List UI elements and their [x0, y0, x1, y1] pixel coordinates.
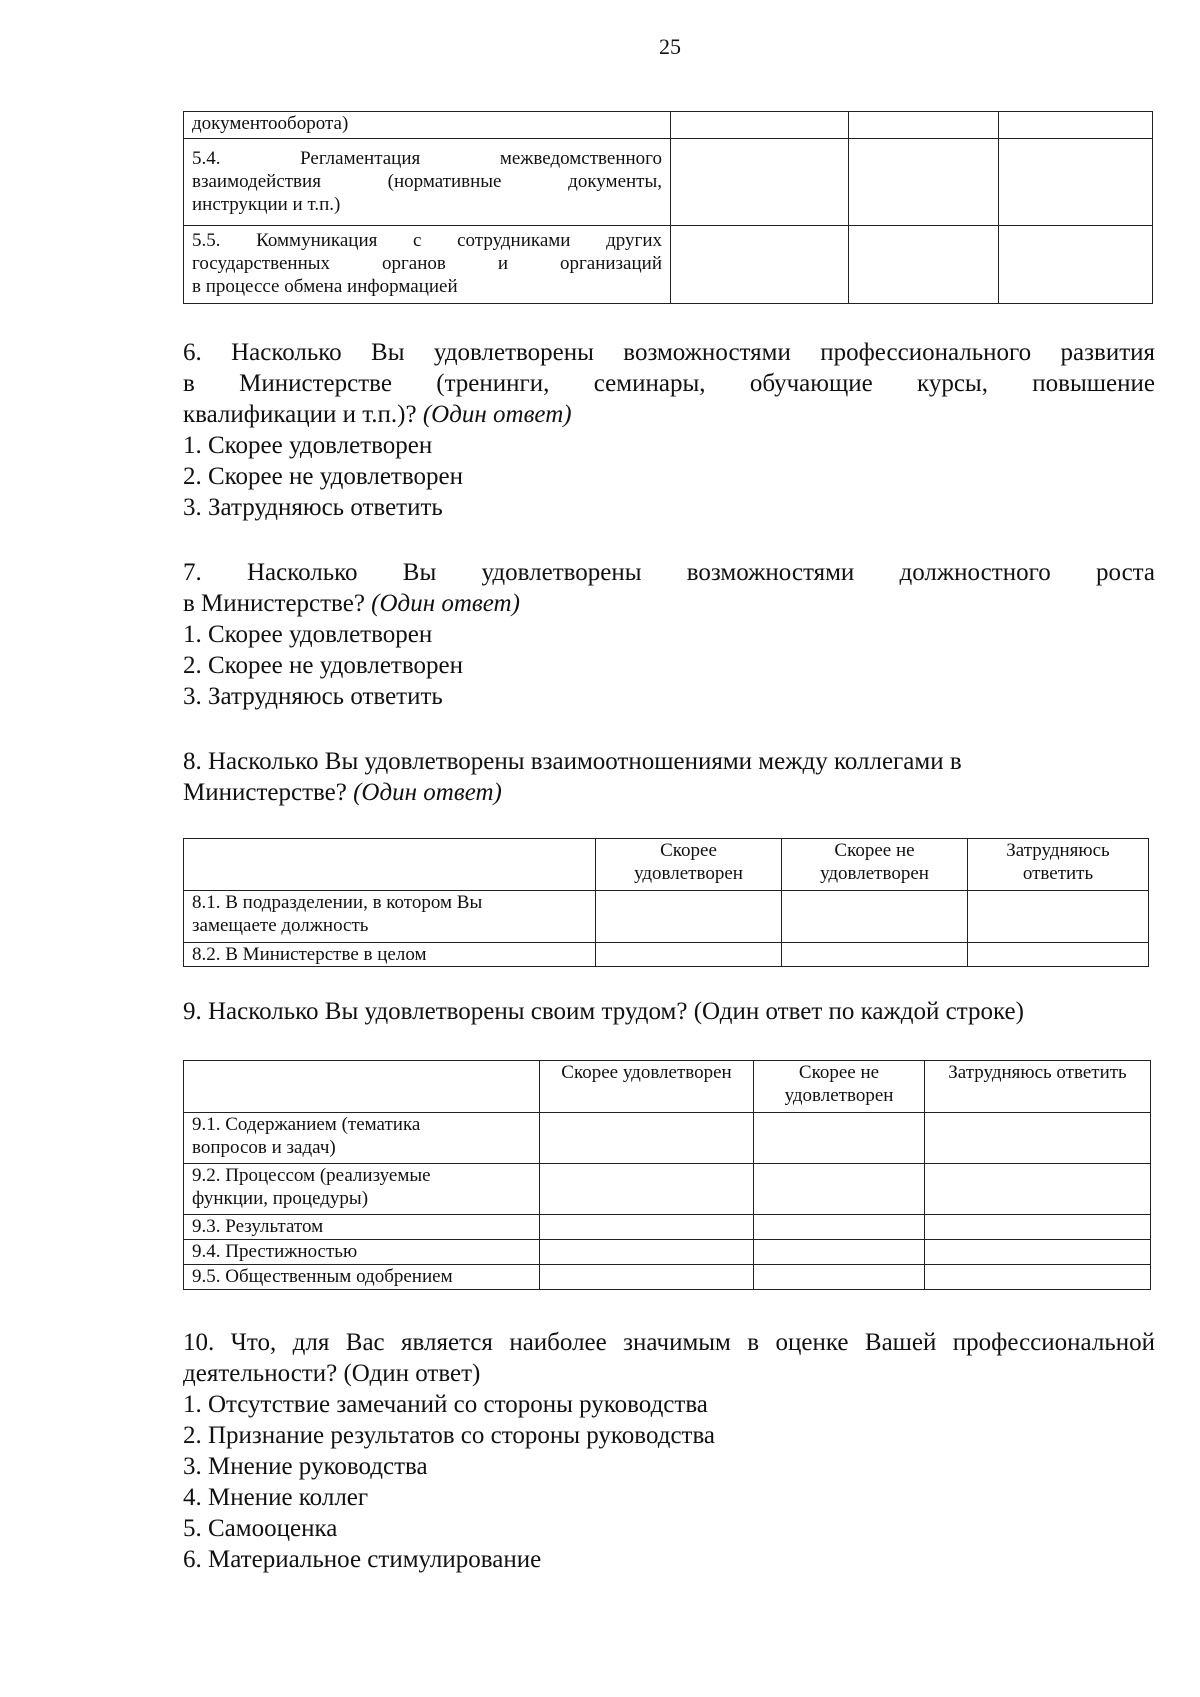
- question-text: 9. Насколько Вы удовлетворены своим трудом? (Один ответ по каждой строке): [183, 998, 1024, 1025]
- answer-cell[interactable]: [754, 1265, 925, 1290]
- table-q5-continuation: [183, 111, 1153, 304]
- table-header-row: [184, 1061, 1151, 1113]
- row-label: 9.1. Содержанием (тематика вопросов и задач): [184, 1113, 540, 1164]
- answer-cell[interactable]: [754, 1113, 925, 1164]
- question-text: деятельности? (Один ответ): [183, 1360, 481, 1387]
- answer-cell[interactable]: [999, 139, 1153, 226]
- row-label: документооборота): [184, 112, 671, 139]
- row-label: 8.2. В Министерстве в целом: [184, 943, 596, 967]
- column-header: Скорее не удовлетворен: [754, 1061, 925, 1113]
- column-header: Скорее удовлетворен: [596, 839, 782, 891]
- table-row: [184, 1240, 1151, 1265]
- row-label: 9.5. Общественным одобрением: [184, 1265, 540, 1290]
- table-row: [184, 112, 1153, 139]
- question-10: [183, 1327, 1155, 1575]
- column-header: Скорее не удовлетворен: [782, 839, 968, 891]
- answer-cell[interactable]: [671, 112, 849, 139]
- table-row: [184, 1215, 1151, 1240]
- table-row: [184, 943, 1149, 967]
- answer-cell[interactable]: [925, 1113, 1151, 1164]
- answer-cell[interactable]: [540, 1164, 754, 1215]
- question-text: в Министерстве?: [183, 590, 365, 617]
- table-q9: [183, 1060, 1151, 1290]
- question-9: [183, 996, 1155, 1027]
- answer-cell[interactable]: [925, 1164, 1151, 1215]
- answer-cell[interactable]: [754, 1240, 925, 1265]
- answer-cell[interactable]: [754, 1215, 925, 1240]
- answer-cell[interactable]: [671, 139, 849, 226]
- question-text: 8. Насколько Вы удовлетворены взаимоотношениями между коллегами в: [183, 748, 962, 775]
- row-label: 8.1. В подразделении, в котором Вы замещаете должность: [184, 891, 596, 943]
- answer-option[interactable]: 4. Мнение коллег: [183, 1484, 369, 1511]
- answer-cell[interactable]: [849, 226, 999, 304]
- answer-cell[interactable]: [849, 139, 999, 226]
- answer-cell[interactable]: [540, 1215, 754, 1240]
- answer-cell[interactable]: [540, 1265, 754, 1290]
- row-label: 9.3. Результатом: [184, 1215, 540, 1240]
- table-q8: [183, 838, 1149, 967]
- answer-cell[interactable]: [925, 1240, 1151, 1265]
- question-text: квалификации и т.п.)?: [183, 401, 417, 428]
- answer-option[interactable]: 1. Скорее удовлетворен: [183, 432, 433, 459]
- answer-cell[interactable]: [925, 1215, 1151, 1240]
- question-7: [183, 557, 1155, 712]
- answer-cell[interactable]: [925, 1265, 1151, 1290]
- answer-cell[interactable]: [596, 943, 782, 967]
- answer-option[interactable]: 3. Затрудняюсь ответить: [183, 494, 443, 521]
- answer-option[interactable]: 3. Мнение руководства: [183, 1453, 428, 1480]
- answer-cell[interactable]: [968, 891, 1149, 943]
- header-blank: [184, 839, 596, 891]
- answer-option[interactable]: 5. Самооценка: [183, 1515, 338, 1542]
- row-label: 9.2. Процессом (реализуемые функции, процедуры): [184, 1164, 540, 1215]
- row-label: 5.5. Коммуникация с сотрудниками других государственных органов и организаций в процессе обмена информацией: [184, 226, 671, 304]
- question-text: Министерстве?: [183, 779, 347, 806]
- answer-cell[interactable]: [754, 1164, 925, 1215]
- answer-cell[interactable]: [540, 1240, 754, 1265]
- question-text: 10. Что, для Вас является наиболее значимым в оценке Вашей профессиональной: [183, 1329, 1155, 1356]
- table-row: [184, 1265, 1151, 1290]
- row-label: 5.4. Регламентация межведомственного взаимодействия (нормативные документы, инструкции и т.п.): [184, 139, 671, 226]
- question-text: 7. Насколько Вы удовлетворены возможностями должностного роста: [183, 559, 1155, 586]
- answer-cell[interactable]: [849, 112, 999, 139]
- answer-cell[interactable]: [596, 891, 782, 943]
- table-row: [184, 139, 1153, 226]
- table-header-row: [184, 839, 1149, 891]
- answer-option[interactable]: 2. Признание результатов со стороны руководства: [183, 1422, 716, 1449]
- answer-option[interactable]: 1. Скорее удовлетворен: [183, 621, 433, 648]
- question-8: [183, 746, 1155, 808]
- question-text: 6. Насколько Вы удовлетворены возможностями профессионального развития: [183, 339, 1155, 366]
- column-header: Затрудняюсь ответить: [968, 839, 1149, 891]
- table-row: [184, 1113, 1151, 1164]
- answer-cell[interactable]: [999, 112, 1153, 139]
- answer-cell[interactable]: [782, 943, 968, 967]
- column-header: Затрудняюсь ответить: [925, 1061, 1151, 1113]
- table-row: [184, 1164, 1151, 1215]
- answer-hint: (Один ответ): [422, 401, 572, 428]
- answer-hint: (Один ответ): [353, 779, 502, 806]
- answer-cell[interactable]: [999, 226, 1153, 304]
- table-row: [184, 226, 1153, 304]
- answer-option[interactable]: 2. Скорее не удовлетворен: [183, 652, 463, 679]
- column-header: Скорее удовлетворен: [540, 1061, 754, 1113]
- page-number: 25: [659, 34, 681, 59]
- header-blank: [184, 1061, 540, 1113]
- answer-cell[interactable]: [968, 943, 1149, 967]
- question-text: в Министерстве (тренинги, семинары, обучающие курсы, повышение: [183, 370, 1155, 397]
- answer-cell[interactable]: [782, 891, 968, 943]
- row-label: 9.4. Престижностью: [184, 1240, 540, 1265]
- answer-hint: (Один ответ): [371, 590, 520, 617]
- answer-cell[interactable]: [540, 1113, 754, 1164]
- table-row: [184, 891, 1149, 943]
- answer-option[interactable]: 1. Отсутствие замечаний со стороны руководства: [183, 1391, 708, 1418]
- answer-option[interactable]: 3. Затрудняюсь ответить: [183, 683, 443, 710]
- answer-option[interactable]: 6. Материальное стимулирование: [183, 1546, 542, 1573]
- answer-option[interactable]: 2. Скорее не удовлетворен: [183, 463, 463, 490]
- question-6: [183, 337, 1155, 523]
- answer-cell[interactable]: [671, 226, 849, 304]
